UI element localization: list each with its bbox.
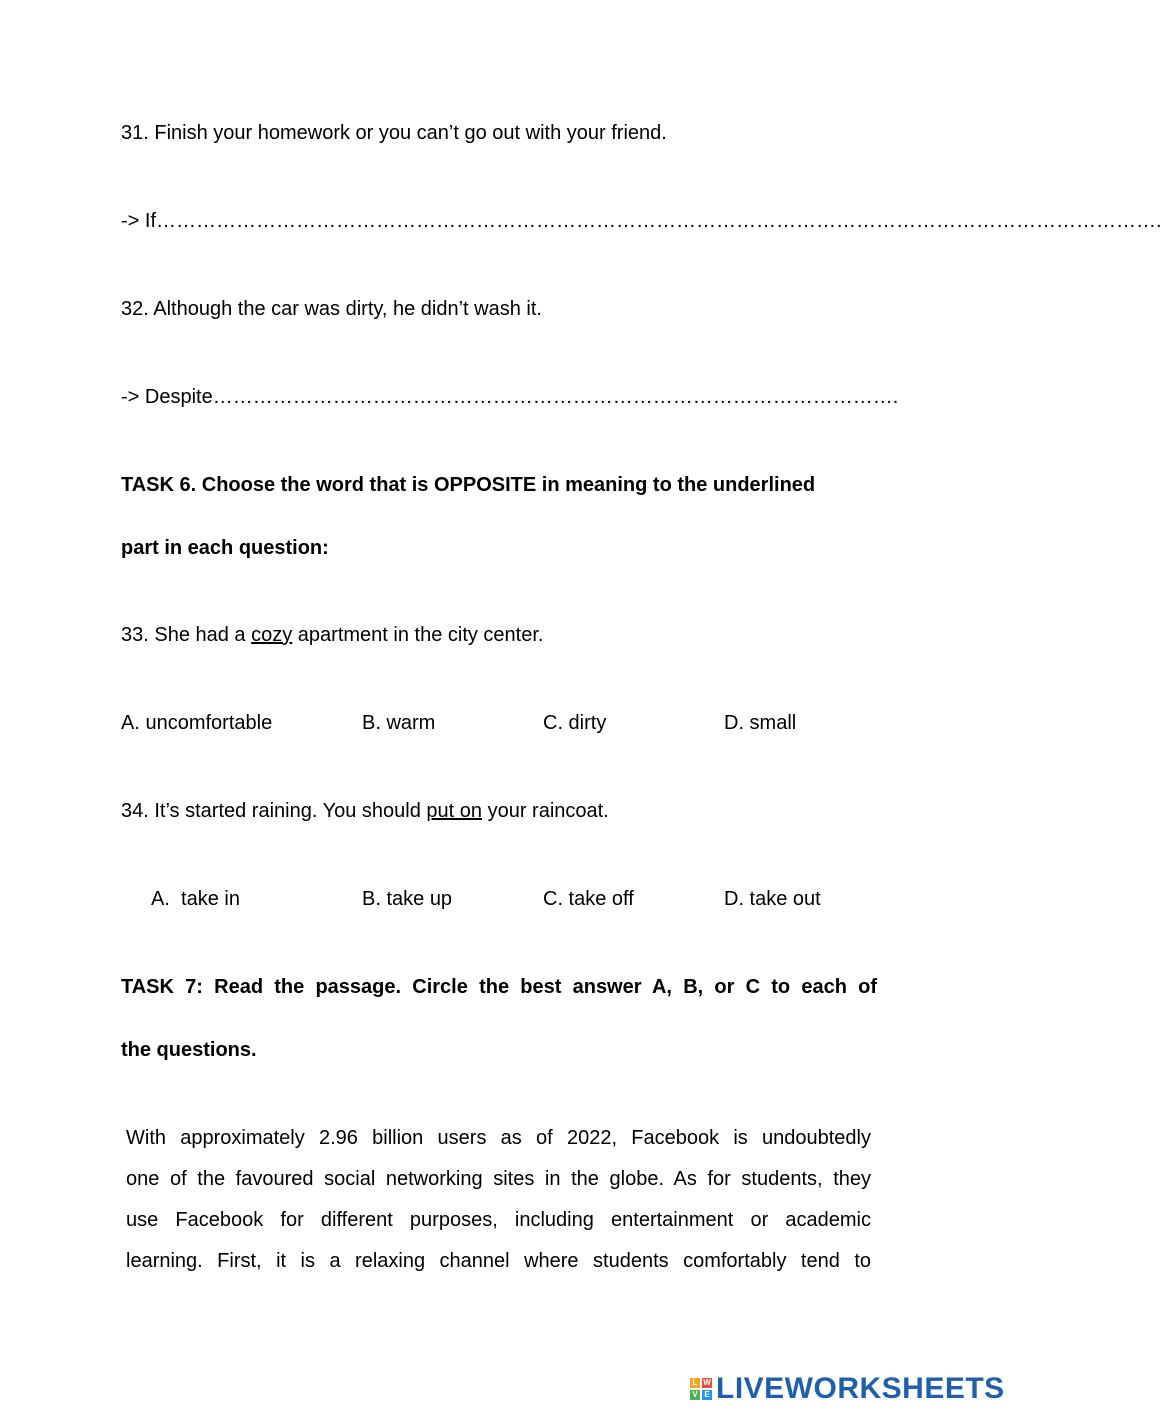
- task7-heading-line1: TASK 7: Read the passage. Circle the best answer A, B, or C to each of: [121, 976, 877, 998]
- logo-grid-icon: [690, 1378, 712, 1400]
- q34-option-d[interactable]: D. take out: [724, 888, 821, 910]
- task6-heading-line1: TASK 6. Choose the word that is OPPOSITE in meaning to the underlined: [121, 474, 816, 496]
- passage-line: use Facebook for different purposes, including entertainment or academic: [126, 1209, 871, 1231]
- q34-option-b[interactable]: B. take up: [362, 888, 453, 910]
- question-33-underlined: cozy: [251, 624, 293, 646]
- question-34: [121, 799, 609, 823]
- answer-31-blank[interactable]: -> If…………………………………………………………………………………………………………………………………….: [121, 210, 1162, 232]
- logo-text: LIVEWORKSHEETS: [716, 1372, 1005, 1405]
- question-32: 32. Although the car was dirty, he didn’t wash it.: [121, 298, 542, 320]
- task6-heading-line2: part in each question:: [121, 537, 329, 559]
- passage-line: one of the favoured social networking sites in the globe. As for students, they: [126, 1168, 871, 1190]
- passage-line: With approximately 2.96 billion users as of 2022, Facebook is undoubtedly: [126, 1127, 871, 1149]
- passage-line: learning. First, it is a relaxing channel where students comfortably tend to: [126, 1250, 871, 1272]
- logo-cell: W: [703, 1378, 711, 1387]
- liveworksheets-logo: [690, 1372, 1005, 1406]
- question-34-after: your raincoat.: [482, 800, 609, 822]
- q33-option-d[interactable]: D. small: [724, 712, 797, 734]
- task7-heading-line2: the questions.: [121, 1039, 257, 1061]
- q33-option-b[interactable]: B. warm: [362, 712, 436, 734]
- question-34-before: 34. It’s started raining. You should: [121, 800, 427, 822]
- logo-cell: E: [702, 1390, 712, 1400]
- q34-option-a[interactable]: A. take in: [151, 888, 240, 910]
- answer-32-blank[interactable]: -> Despite………………………………………………………………………………………….: [121, 386, 899, 408]
- q33-option-c[interactable]: C. dirty: [543, 712, 607, 734]
- question-33: [121, 623, 543, 647]
- logo-cell: L: [690, 1378, 700, 1388]
- reading-passage: [126, 1126, 871, 1290]
- question-33-after: apartment in the city center.: [292, 624, 544, 646]
- question-31: 31. Finish your homework or you can’t go out with your friend.: [121, 122, 667, 144]
- question-33-before: 33. She had a: [121, 624, 252, 646]
- q33-option-a[interactable]: A. uncomfortable: [121, 712, 273, 734]
- question-34-underlined: put on: [426, 800, 483, 822]
- q34-option-c[interactable]: C. take off: [543, 888, 634, 910]
- logo-cell: V: [690, 1390, 700, 1400]
